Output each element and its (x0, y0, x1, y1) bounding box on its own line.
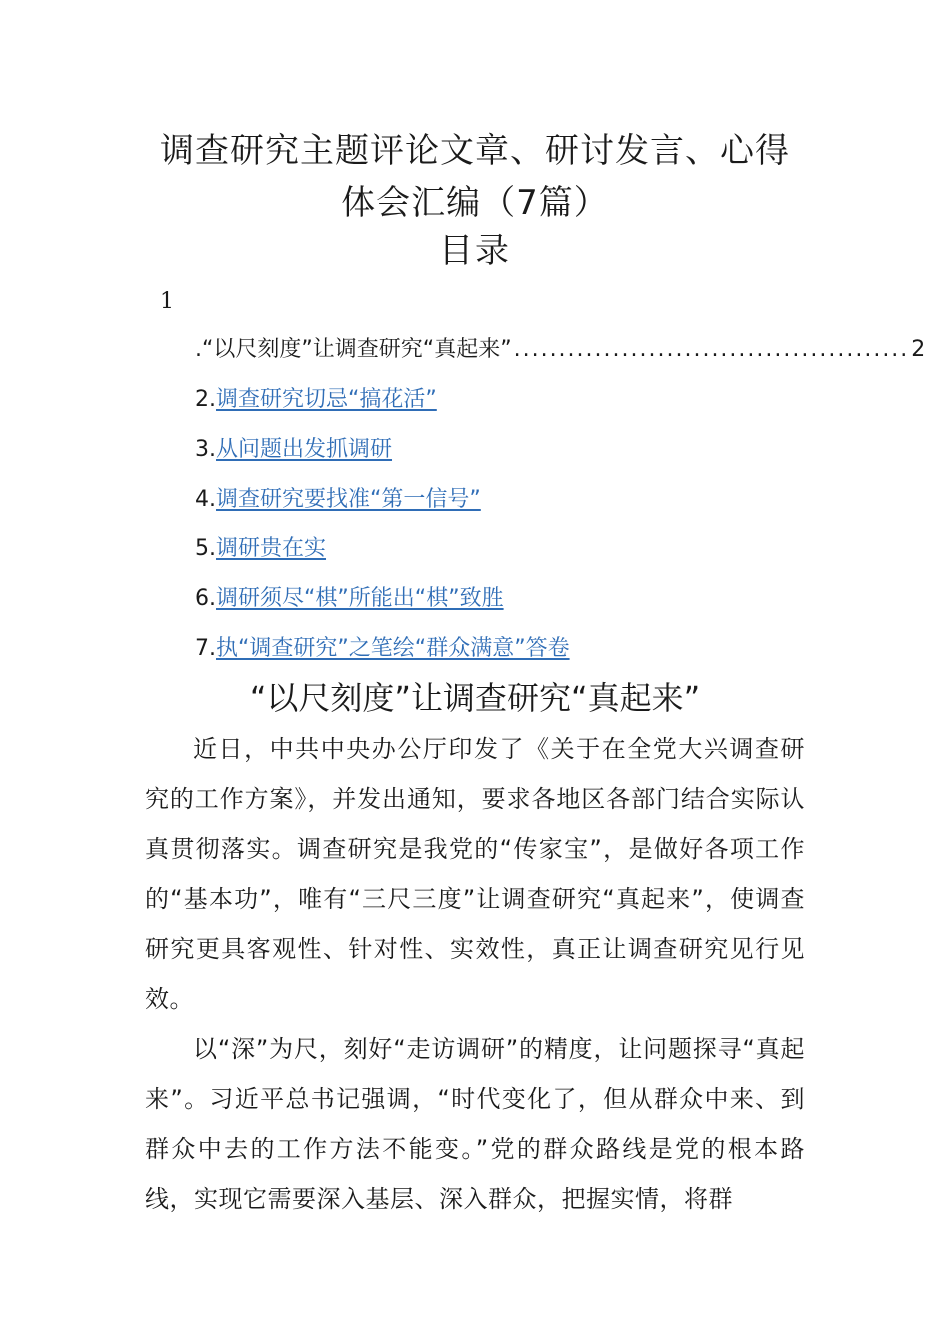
toc-item-4[interactable] (195, 484, 807, 516)
toc-item-6[interactable] (195, 583, 807, 615)
document-title-line1: 调查研究主题评论文章、研讨发言、心得 (160, 131, 790, 171)
body-paragraph-1: 近日，中共中央办公厅印发了《关于在全党大兴调查研究的工作方案》，并发出通知，要求各地区各部门结合实际认真贯彻落实。调查研究是我党的“传家宝”，是做好各项工作的“基本功”，唯有“三尺三度”让调查研究“真起来”，使调查研究更具客观性、针对性、实效性，真正让调查研究见行见效。 (145, 735, 805, 1013)
body-paragraph-2: 以“深”为尺，刻好“走访调研”的精度，让问题探寻“真起来”。习近平总书记强调，“时代变化了，但从群众中来、到群众中去的工作方法不能变。”党的群众路线是党的根本路线，实现它需要深入基层、深入群众，把握实情，将群 (145, 1035, 805, 1213)
toc-item-number: 3. (195, 437, 216, 462)
toc-item-number: 6. (195, 586, 216, 611)
toc-item-1[interactable] (195, 334, 926, 366)
toc-link[interactable]: 调研须尽“棋”所能出“棋”致胜 (216, 586, 504, 611)
toc-item-number: 7. (195, 636, 216, 661)
toc-leader-dots: ............................................ (513, 337, 910, 362)
document-title-line2: 体会汇编（7篇） (341, 183, 609, 223)
toc-item-1-page: 2 (911, 337, 926, 362)
toc-link[interactable]: 从问题出发抓调研 (216, 437, 393, 462)
toc-item-3[interactable] (195, 434, 807, 466)
toc-item-7[interactable] (195, 633, 807, 665)
toc-link[interactable]: 调研贵在实 (216, 536, 327, 561)
stray-page-number: 1 (160, 289, 174, 314)
toc-item-number: 5. (195, 536, 216, 561)
toc-item-1-text[interactable]: “以尺刻度”让调查研究“真起来” (202, 337, 512, 362)
toc-link[interactable]: 调查研究切忌“搞花活” (216, 387, 437, 412)
toc-link[interactable]: 调查研究要找准“第一信号” (216, 487, 481, 512)
toc-item-5[interactable] (195, 533, 807, 565)
toc-heading: 目录 (439, 231, 511, 271)
toc-item-number: 2. (195, 387, 216, 412)
toc-link[interactable]: 执“调查研究”之笔绘“群众满意”答卷 (216, 636, 570, 661)
toc-item-2[interactable] (195, 384, 807, 416)
toc-item-1-prefix: . (195, 337, 202, 362)
section-title: “以尺刻度”让调查研究“真起来” (249, 679, 701, 717)
toc-item-number: 4. (195, 487, 216, 512)
